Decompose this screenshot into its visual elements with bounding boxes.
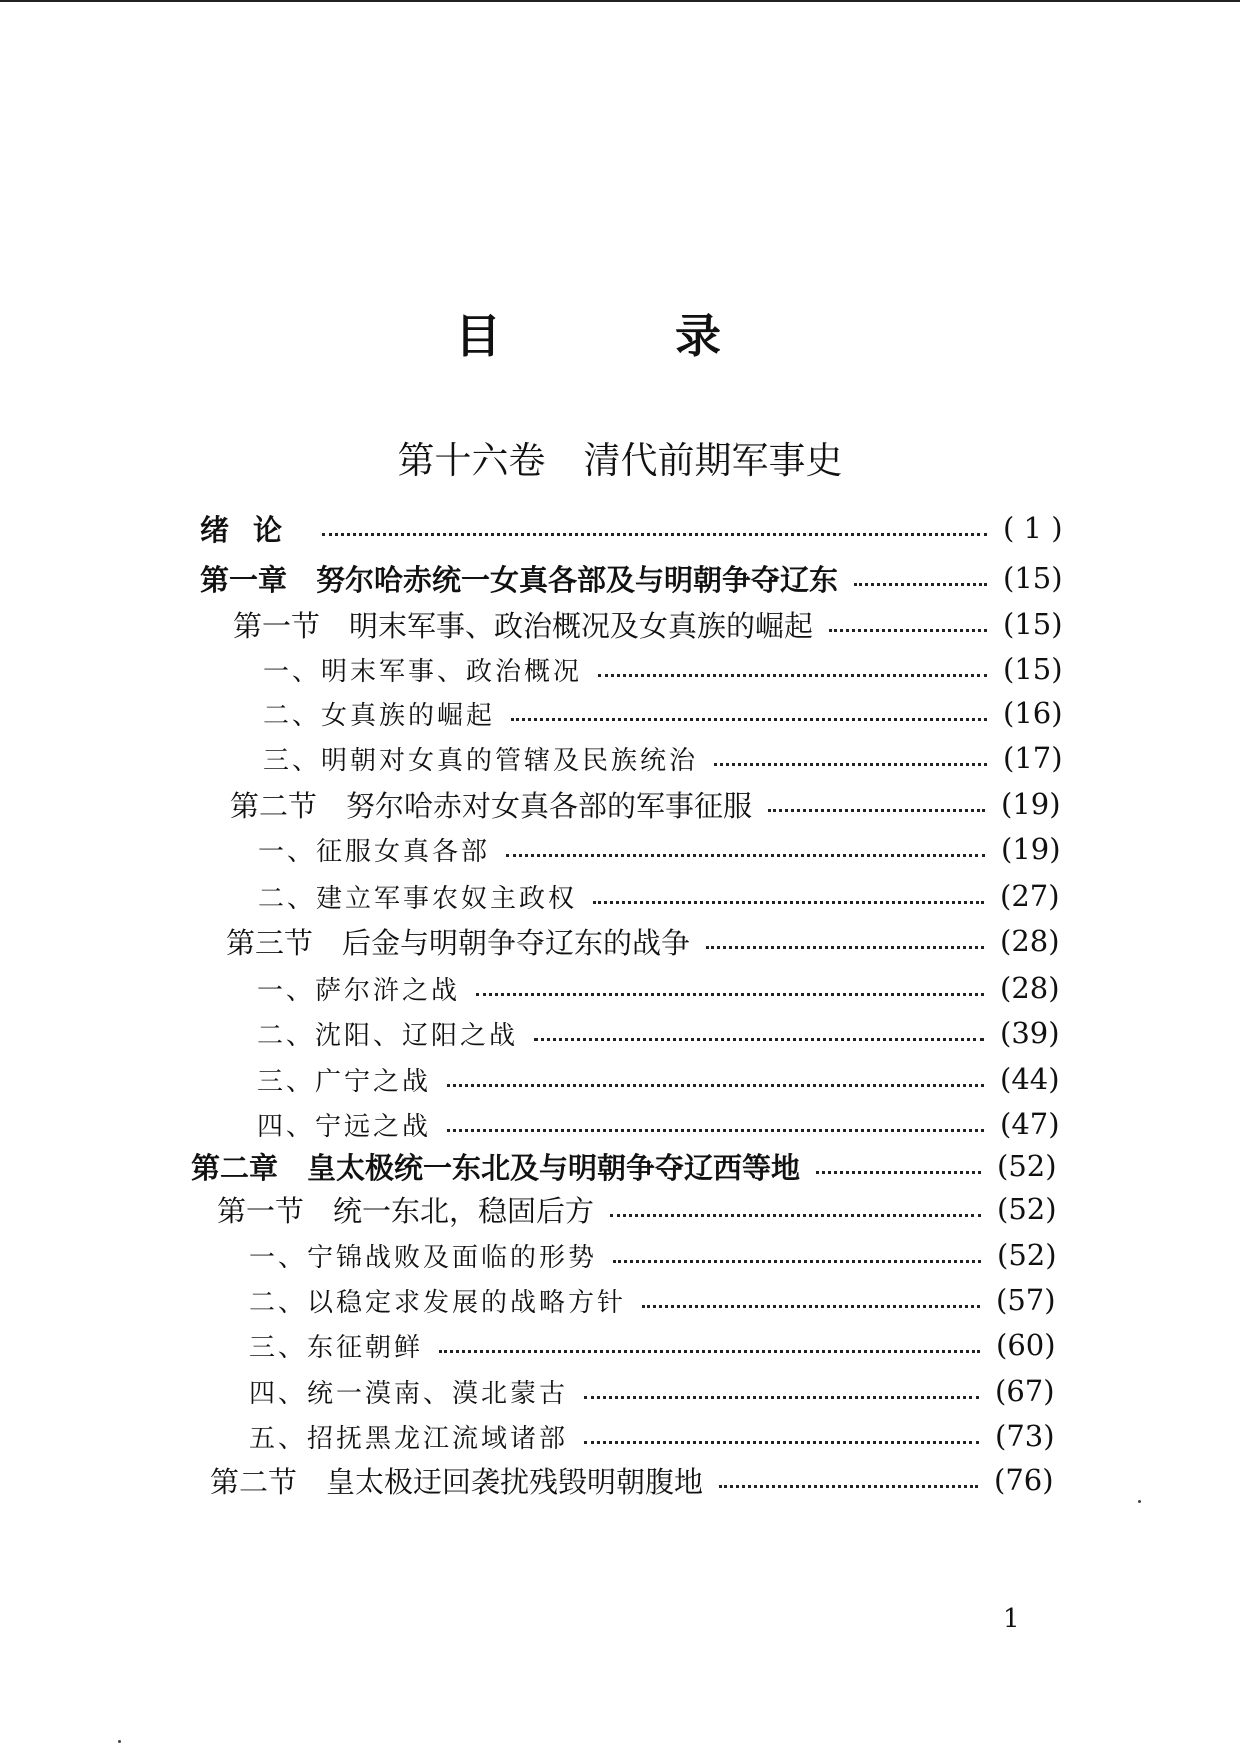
dot-leader xyxy=(322,533,987,536)
toc-entry-title: 第一节 统一东北，稳固后方 xyxy=(217,1193,595,1228)
dot-leader xyxy=(610,1214,981,1217)
toc-entry[interactable] xyxy=(263,691,1063,735)
dot-leader xyxy=(642,1305,980,1308)
dot-leader xyxy=(706,946,984,949)
dot-leader xyxy=(816,1171,981,1174)
dot-leader xyxy=(447,1129,984,1132)
toc-entry[interactable] xyxy=(263,736,1063,780)
toc-entry-page: (28) xyxy=(1000,971,1060,1005)
dot-leader xyxy=(476,993,984,996)
toc-entry[interactable] xyxy=(258,874,1060,918)
toc-entry[interactable] xyxy=(226,919,1060,963)
toc-entry[interactable] xyxy=(217,1187,1057,1231)
toc-entry-page: (19) xyxy=(1001,787,1061,821)
toc-entry-title: 三、东征朝鲜 xyxy=(249,1332,424,1363)
scan-speck xyxy=(118,1740,121,1743)
toc-entry-title: 第二章 皇太极统一东北及与明朝争夺辽西等地 xyxy=(191,1150,801,1185)
toc-entry[interactable] xyxy=(200,506,1063,550)
toc-entry-title: 二、女真族的崛起 xyxy=(263,700,496,731)
toc-entry[interactable] xyxy=(233,602,1063,646)
volume-name: 清代前期军事史 xyxy=(583,439,843,482)
toc-entry-title: 三、明朝对女真的管辖及民族统治 xyxy=(263,745,699,776)
toc-entry-page: (47) xyxy=(1000,1107,1060,1141)
toc-entry[interactable] xyxy=(249,1278,1056,1322)
dot-leader xyxy=(829,629,987,632)
toc-entry[interactable] xyxy=(257,1011,1060,1055)
toc-entry-page: (15) xyxy=(1003,561,1063,595)
toc-entry-title: 一、明末军事、政治概况 xyxy=(263,656,583,687)
toc-entry[interactable] xyxy=(257,1102,1060,1146)
toc-entry[interactable] xyxy=(249,1414,1055,1458)
toc-entry-title: 一、萨尔浒之战 xyxy=(257,975,461,1006)
dot-leader xyxy=(768,809,985,812)
toc-entry-page: (73) xyxy=(995,1419,1055,1453)
toc-entry-page: (17) xyxy=(1003,741,1063,775)
toc-entry-title: 第一节 明末军事、政治概况及女真族的崛起 xyxy=(233,608,814,643)
toc-entry-title: 二、以稳定求发展的战略方针 xyxy=(249,1287,627,1318)
toc-entry-page: (15) xyxy=(1003,652,1063,686)
dot-leader xyxy=(613,1260,981,1263)
toc-entry[interactable] xyxy=(249,1369,1055,1413)
dot-leader xyxy=(439,1350,980,1353)
dot-leader xyxy=(511,718,987,721)
toc-entry-page: (44) xyxy=(1000,1062,1060,1096)
toc-entry-title: 第三节 后金与明朝争夺辽东的战争 xyxy=(226,925,691,960)
toc-entry-page: (52) xyxy=(997,1192,1057,1226)
toc-entry-title: 第一章 努尔哈赤统一女真各部及与明朝争夺辽东 xyxy=(200,562,839,597)
toc-entry-page: (39) xyxy=(1000,1016,1060,1050)
toc-entry-title: 一、征服女真各部 xyxy=(258,836,491,867)
toc-entry-page: (67) xyxy=(995,1374,1055,1408)
scan-speck xyxy=(1138,1500,1141,1503)
page-number: 1 xyxy=(1003,1604,1020,1634)
toc-entry-title: 二、建立军事农奴主政权 xyxy=(258,883,578,914)
toc-entry-page: (76) xyxy=(994,1463,1054,1497)
toc-entry-page: (52) xyxy=(997,1238,1057,1272)
dot-leader xyxy=(593,901,984,904)
toc-entry-title: 五、招抚黑龙江流域诸部 xyxy=(249,1423,569,1454)
toc-entry-title: 绪论 xyxy=(200,512,307,547)
toc-entry[interactable] xyxy=(210,1458,1054,1502)
toc-entry[interactable] xyxy=(257,966,1060,1010)
dot-leader xyxy=(584,1396,979,1399)
dot-leader xyxy=(854,583,987,586)
toc-entry[interactable] xyxy=(249,1323,1056,1367)
toc-entry-page: (15) xyxy=(1003,607,1063,641)
toc-entry-page: (52) xyxy=(997,1149,1057,1183)
toc-entry-page: (19) xyxy=(1001,832,1061,866)
toc-entry-title: 四、宁远之战 xyxy=(257,1111,432,1142)
toc-entry-title: 四、统一漠南、漠北蒙古 xyxy=(249,1378,569,1409)
dot-leader xyxy=(598,674,987,677)
toc-entry-page: (27) xyxy=(1000,879,1060,913)
toc-entry[interactable] xyxy=(200,556,1063,600)
toc-entry[interactable] xyxy=(230,782,1061,826)
toc-entry-title: 第二节 皇太极迂回袭扰残毁明朝腹地 xyxy=(210,1464,704,1499)
toc-entry-page: ( 1 ) xyxy=(1003,511,1063,545)
toc-entry-title: 二、沈阳、辽阳之战 xyxy=(257,1020,519,1051)
dot-leader xyxy=(447,1084,984,1087)
volume-label: 第十六卷 xyxy=(397,439,546,482)
dot-leader xyxy=(506,854,985,857)
dot-leader xyxy=(534,1038,984,1041)
toc-entry-page: (28) xyxy=(1000,924,1060,958)
toc-entry-title: 三、广宁之战 xyxy=(257,1066,432,1097)
toc-entry-page: (60) xyxy=(996,1328,1056,1362)
toc-entry[interactable] xyxy=(263,647,1063,691)
page-title: 目 录 xyxy=(455,309,785,363)
toc-entry-title: 一、宁锦战败及面临的形势 xyxy=(249,1242,598,1273)
toc-entry[interactable] xyxy=(257,1057,1060,1101)
dot-leader xyxy=(719,1485,978,1488)
toc-entry[interactable] xyxy=(258,827,1061,871)
toc-entry-page: (57) xyxy=(996,1283,1056,1317)
toc-entry-page: (16) xyxy=(1003,696,1063,730)
toc-entry[interactable] xyxy=(191,1144,1057,1188)
dot-leader xyxy=(584,1441,979,1444)
toc-entry[interactable] xyxy=(249,1233,1057,1277)
dot-leader xyxy=(714,763,987,766)
toc-entry-title: 第二节 努尔哈赤对女真各部的军事征服 xyxy=(230,788,753,823)
